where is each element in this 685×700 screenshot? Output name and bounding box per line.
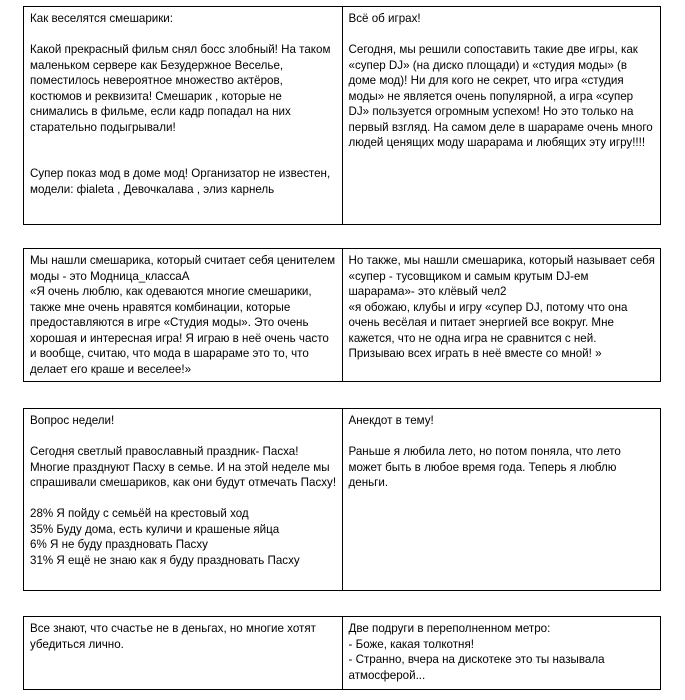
paragraph: Сегодня, мы решили сопоставить такие две игры, как «супер DJ» (на диско площади) и «студия моды» (в доме мод)! Ни для кого не секрет, что игра «студия моды» не является очень популярной, а игра «супер DJ» пользуется огромным успехом! Но это только на первый взгляд. На самом деле в шарараме очень много людей ценящих моду шарарама и любящих эту игру!!!! xyxy=(348,43,653,149)
section-title: Всё об играх! xyxy=(348,12,421,25)
blank-line xyxy=(30,27,337,43)
paragraph: Раньше я любила лето, но потом поняла, что лето может быть в любое время года. Теперь я люблю деньги. xyxy=(348,445,621,489)
section-title: Анекдот в тему! xyxy=(348,414,434,427)
newspaper-table-2 xyxy=(23,248,661,382)
newspaper-table-1 xyxy=(23,6,661,225)
paragraph: Две подруги в переполненном метро: xyxy=(348,622,551,635)
cell-how-smeshariki-have-fun xyxy=(24,7,343,225)
poll-result: 31% Я ещё не знаю как я буду праздновать Пасху xyxy=(30,553,300,567)
blank-line xyxy=(30,491,337,507)
poll-result: 35% Буду дома, есть куличи и крашеные яйца xyxy=(30,522,280,536)
cell-all-about-games xyxy=(342,7,661,225)
dialogue-line: - Странно, вчера на дискотеке это ты называла атмосферой... xyxy=(348,653,605,682)
blank-line xyxy=(30,151,337,167)
cell-joke xyxy=(342,409,661,591)
paragraph: Супер показ мод в доме мод! Организатор не известен, модели: фialeta , Девочкалава , элиз карнель xyxy=(30,167,331,196)
paragraph: Все знают, что счастье не в деньгах, но многие хотят убедиться лично. xyxy=(30,622,316,651)
cell-happiness-saying xyxy=(24,617,343,690)
section-title: Вопрос недели! xyxy=(30,414,115,427)
paragraph: Какой прекрасный фильм снял босс злобный! На таком маленьком сервере как Безудержное Веселье, поместилось невероятное множество актёров, костюмов и реквизита! Смешарик , которые не снимались в фильме, если кадр попадал на них старательно подыгрывали! xyxy=(30,43,331,134)
newspaper-table-3 xyxy=(23,408,661,591)
poll-result: 28% Я пойду с семьёй на крестовый ход xyxy=(30,507,249,520)
newspaper-table-4 xyxy=(23,616,661,690)
poll-result: 6% Я не буду праздновать Пасху xyxy=(30,538,208,551)
paragraph: Но также, мы нашли смешарика, который называет себя «супер - тусовщиком и самым крутым DJ-ем шарарама»- это клёвый чел2 xyxy=(348,254,655,298)
blank-line xyxy=(349,429,656,445)
blank-line xyxy=(30,135,337,151)
quote: «я обожаю, клубы и игру «супер DJ, потому что она очень весёлая и питает энергией все вокруг. Мне кажется, что не одна игра не сравнится с ней. Призываю всех играть в неё вместе со мной! » xyxy=(348,300,628,360)
paragraph: Мы нашли смешарика, который считает себя ценителем моды - это Модница_классаА xyxy=(30,254,336,283)
cell-super-dj xyxy=(342,249,661,382)
paragraph: Сегодня светлый православный праздник- Пасха! Многие празднуют Пасху в семье. И на этой неделе мы спрашивали смешариков, как они будут отмечать Пасху! xyxy=(30,445,337,489)
blank-line xyxy=(30,429,337,445)
cell-fashion-lover xyxy=(24,249,343,382)
blank-line xyxy=(349,27,656,43)
dialogue-line: - Боже, какая толкотня! xyxy=(348,637,474,651)
cell-two-friends-joke xyxy=(342,617,661,690)
section-title: Как веселятся смешарики: xyxy=(30,12,174,25)
cell-question-of-week xyxy=(24,409,343,591)
quote: «Я очень люблю, как одеваются многие смешарики, также мне очень нравятся комбинации, которые предоставляются в игре «Студия моды». Это очень хорошая и интересная игра! Я играю в неё очень часто и вообще, считаю, что мода в шарараме это то, что делает его краше и веселее!» xyxy=(30,285,329,376)
